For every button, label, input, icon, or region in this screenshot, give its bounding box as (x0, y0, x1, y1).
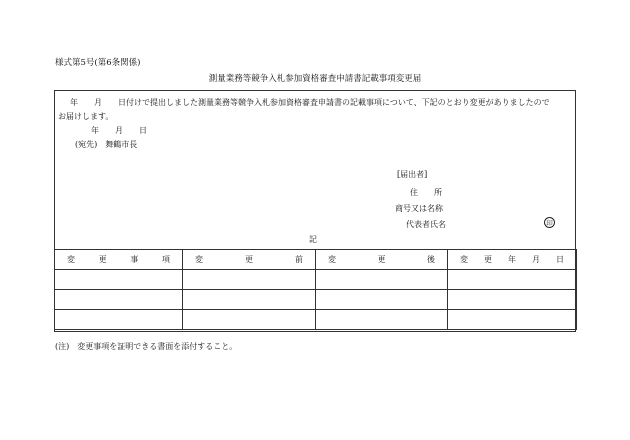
addressee: (宛先) 舞鶴市長 (75, 140, 138, 149)
table-cell[interactable] (448, 290, 577, 310)
column-header-before: 変更前 (183, 250, 316, 270)
table-cell[interactable] (448, 270, 577, 290)
table-cell[interactable] (316, 310, 448, 330)
ki-heading: 記 (309, 235, 317, 244)
form-code: 様式第5号(第6条関係) (55, 58, 141, 68)
table-row (55, 290, 577, 310)
table-cell[interactable] (55, 270, 183, 290)
table-cell[interactable] (183, 270, 316, 290)
company-name-label: 商号又は名称 (395, 204, 443, 213)
table-cell[interactable] (55, 310, 183, 330)
column-header-after: 変更後 (316, 250, 448, 270)
table-cell[interactable] (316, 290, 448, 310)
submission-date-line: 年 月 日 (91, 126, 147, 135)
column-header-change-date: 変更年月日 (448, 250, 577, 270)
address-label: 住 所 (410, 188, 442, 197)
table-row (55, 270, 577, 290)
table-cell[interactable] (316, 270, 448, 290)
table-row (55, 310, 577, 330)
footnote: (注) 変更事項を証明できる書面を添付すること。 (55, 342, 238, 351)
table-header-row (55, 250, 577, 270)
table-cell[interactable] (55, 290, 183, 310)
document-title: 測量業務等競争入札参加資格審査申請書記載事項変更届 (208, 74, 422, 84)
column-header-change-item: 変更事項 (55, 250, 183, 270)
representative-name-label: 代表者氏名 (406, 220, 446, 229)
table-cell[interactable] (183, 290, 316, 310)
applicant-header: [届出者] (397, 170, 428, 179)
table-cell[interactable] (183, 310, 316, 330)
form-frame (54, 90, 576, 332)
changes-table (54, 249, 577, 330)
seal-mark: 印 (544, 217, 555, 228)
body-text-line-2: お届けします。 (58, 112, 114, 121)
body-text-line-1: 年 月 日付けで提出しました測量業務等競争入札参加資格審査申請書の記載事項について、下記のとおり変更がありましたので (70, 98, 550, 107)
table-cell[interactable] (448, 310, 577, 330)
